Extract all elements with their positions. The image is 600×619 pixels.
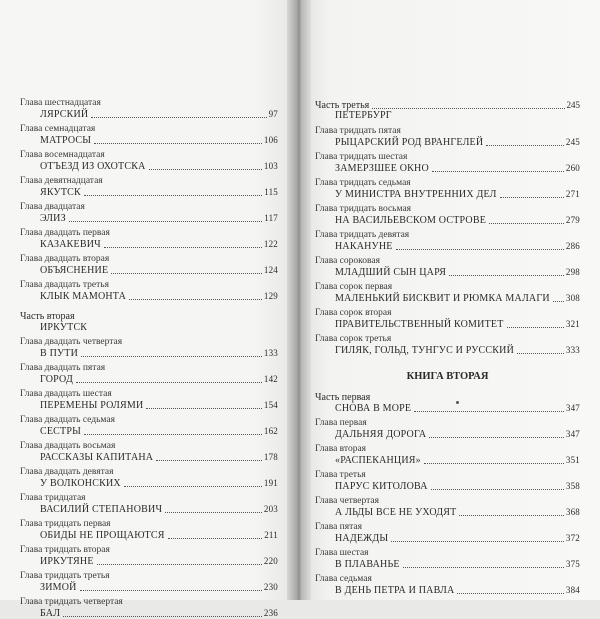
- toc-entry-title: [20, 582, 278, 593]
- entry-title-text: ЛЯРСКИЙ: [40, 109, 89, 120]
- page-number: 375: [565, 559, 580, 569]
- page-number: 236: [263, 608, 278, 618]
- dot-leader: [449, 275, 564, 276]
- chapter-heading: Глава тридцать седьмая: [315, 178, 411, 188]
- chapter-heading: Глава тридцать вторая: [20, 545, 110, 555]
- toc-entry-title: [315, 533, 580, 544]
- chapter-heading: Глава двадцать четвертая: [20, 337, 123, 347]
- entry-title-text: ГОРОД: [40, 374, 73, 385]
- dot-leader: [129, 299, 262, 300]
- entry-title-text: ЗАМЕРЗШЕЕ ОКНО: [335, 163, 429, 174]
- chapter-heading: Глава сорок первая: [315, 282, 393, 292]
- chapter-heading: Глава сорок вторая: [315, 308, 392, 318]
- page-number: 321: [565, 319, 580, 329]
- toc-entry-title: [315, 429, 580, 440]
- entry-title-text: ИРКУТЯНЕ: [40, 556, 94, 567]
- chapter-heading: Глава седьмая: [315, 574, 372, 584]
- toc-entry-title: [315, 481, 580, 492]
- dot-leader: [94, 143, 262, 144]
- entry-title-text: НА ВАСИЛЬЕВСКОМ ОСТРОВЕ: [335, 215, 487, 226]
- toc-entry-title: [315, 345, 580, 356]
- dot-leader: [432, 171, 564, 172]
- page-number: 106: [263, 135, 278, 145]
- entry-title-text: В ДЕНЬ ПЕТРА И ПАВЛА: [335, 585, 455, 596]
- dot-leader: [91, 117, 266, 118]
- page-number: 384: [565, 585, 580, 595]
- entry-title-text: РАССКАЗЫ КАПИТАНА: [40, 452, 154, 463]
- page-number: 154: [263, 400, 278, 410]
- entry-title-text: КАЗАКЕВИЧ: [40, 239, 101, 250]
- entry-title-text: ЗИМОЙ: [40, 582, 77, 593]
- toc-entry-title: [20, 556, 278, 567]
- page-number: 333: [565, 345, 580, 355]
- entry-title-text: ГИЛЯК, ГОЛЬД, ТУНГУС И РУССКИЙ: [335, 345, 515, 356]
- page-number: 347: [565, 403, 580, 413]
- toc-entry-title: [20, 608, 278, 619]
- dot-leader: [429, 437, 564, 438]
- toc-entry-title: [20, 291, 278, 302]
- book-heading: КНИГА ВТОРАЯ: [406, 371, 489, 382]
- page-number: 358: [565, 481, 580, 491]
- entry-title-text: В ПУТИ: [40, 348, 79, 359]
- toc-entry-title: [20, 530, 278, 541]
- chapter-heading: Глава семнадцатая: [20, 124, 96, 134]
- dot-leader: [111, 273, 262, 274]
- dot-leader: [489, 223, 564, 224]
- book-gutter: [287, 0, 311, 600]
- entry-title-text: ЯКУТСК: [40, 187, 81, 198]
- entry-title-text: ПРАВИТЕЛЬСТВЕННЫЙ КОМИТЕТ: [335, 319, 504, 330]
- chapter-heading: Глава двадцать третья: [20, 280, 109, 290]
- chapter-heading: Глава тридцать первая: [20, 519, 111, 529]
- dot-leader: [84, 195, 262, 196]
- dot-leader: [372, 100, 564, 109]
- chapter-heading: Глава тридцать третья: [20, 571, 110, 581]
- page-number: 124: [263, 265, 278, 275]
- chapter-heading: Глава шестнадцатая: [20, 98, 101, 108]
- toc-entry-title: [20, 213, 278, 224]
- entry-title-text: НАКАНУНЕ: [335, 241, 393, 252]
- chapter-heading: Глава двадцатая: [20, 202, 85, 212]
- dot-leader: [80, 590, 262, 591]
- entry-title-text: ПЕРЕМЕНЫ РОЛЯМИ: [40, 400, 144, 411]
- toc-entry-title: [315, 319, 580, 330]
- page-number: 260: [565, 163, 580, 173]
- entry-title-text: ПЕТЕРБУРГ: [335, 110, 392, 121]
- chapter-heading: Глава тридцать шестая: [315, 152, 408, 162]
- toc-entry-title: [315, 137, 580, 148]
- chapter-heading: Глава тридцать четвертая: [20, 597, 123, 607]
- page-number: 211: [264, 530, 278, 540]
- chapter-heading: Глава тридцать восьмая: [315, 204, 412, 214]
- toc-entry-title: [315, 267, 580, 278]
- chapter-heading: Глава восемнадцатая: [20, 150, 105, 160]
- toc-entry-title: [20, 109, 278, 120]
- dot-leader: [69, 221, 262, 222]
- chapter-heading: Глава двадцать шестая: [20, 389, 112, 399]
- entry-title-text: БАЛ: [40, 608, 61, 619]
- page-number: 351: [565, 455, 580, 465]
- page-number: 286: [565, 241, 580, 251]
- toc-entry-title: [20, 239, 278, 250]
- entry-title-text: ЭЛИЗ: [40, 213, 66, 224]
- dot-leader: [457, 593, 563, 594]
- toc-entry-title: [20, 161, 278, 172]
- dot-leader: [81, 356, 262, 357]
- toc-entry-title: [20, 348, 278, 359]
- toc-entry-title: [315, 559, 580, 570]
- toc-entry-title: [20, 504, 278, 515]
- dot-leader: [396, 249, 564, 250]
- toc-entry-title: [20, 135, 278, 146]
- page-number: 245: [566, 100, 580, 110]
- toc-entry-title: [315, 585, 580, 596]
- page-number: 122: [263, 239, 278, 249]
- entry-title-text: А ЛЬДЫ ВСЕ НЕ УХОДЯТ: [335, 507, 457, 518]
- page-number: 142: [263, 374, 278, 384]
- toc-entry-title: [315, 163, 580, 174]
- toc-entry-title: [315, 455, 580, 466]
- entry-title-text: СНОВА В МОРЕ: [335, 403, 412, 414]
- toc-entry-title: [315, 403, 580, 414]
- dot-leader: [517, 353, 564, 354]
- chapter-heading: Глава тридцать девятая: [315, 230, 410, 240]
- chapter-heading: Глава вторая: [315, 444, 367, 454]
- page-number: 271: [565, 189, 580, 199]
- toc-entry-title: [20, 265, 278, 276]
- dot-leader: [165, 512, 262, 513]
- entry-title-text: ПАРУС КИТОЛОВА: [335, 481, 428, 492]
- dot-leader: [391, 541, 564, 542]
- entry-title-text: МЛАДШИЙ СЫН ЦАРЯ: [335, 267, 447, 278]
- chapter-heading: Глава двадцать девятая: [20, 467, 114, 477]
- entry-title-text: ВАСИЛИЙ СТЕПАНОВИЧ: [40, 504, 163, 515]
- chapter-heading: Глава тридцатая: [20, 493, 86, 503]
- chapter-heading: Глава третья: [315, 470, 366, 480]
- page-number: 97: [268, 109, 278, 119]
- entry-title-text: ОБЪЯСНЕНИЕ: [40, 265, 109, 276]
- part-heading: Часть вторая: [20, 311, 75, 322]
- page-number: 133: [263, 348, 278, 358]
- dot-leader: [403, 567, 564, 568]
- dot-leader: [424, 463, 564, 464]
- dot-leader: [486, 145, 564, 146]
- page-number: 162: [263, 426, 278, 436]
- chapter-heading: Глава сороковая: [315, 256, 380, 266]
- page-number: 178: [263, 452, 278, 462]
- dot-leader: [500, 197, 564, 198]
- dot-leader: [431, 489, 564, 490]
- entry-title-text: КЛЫК МАМОНТА: [40, 291, 127, 302]
- page-number: 308: [565, 293, 580, 303]
- entry-title-text: ДАЛЬНЯЯ ДОРОГА: [335, 429, 427, 440]
- toc-entry-title: [315, 215, 580, 226]
- entry-title-text: ОБИДЫ НЕ ПРОЩАЮТСЯ: [40, 530, 165, 541]
- toc-entry-title: [315, 189, 580, 200]
- page-number: 372: [565, 533, 580, 543]
- dot-leader: [168, 538, 263, 539]
- chapter-heading: Глава двадцать первая: [20, 228, 110, 238]
- entry-title-text: В ПЛАВАНЬЕ: [335, 559, 400, 570]
- page-number: 115: [264, 187, 278, 197]
- dot-leader: [459, 515, 563, 516]
- dot-leader: [76, 382, 262, 383]
- chapter-heading: Глава тридцать пятая: [315, 126, 401, 136]
- toc-entry-title: [20, 452, 278, 463]
- chapter-heading: Глава двадцать восьмая: [20, 441, 116, 451]
- toc-entry-title: [315, 507, 580, 518]
- dot-leader: [63, 616, 262, 617]
- entry-title-text: НАДЕЖДЫ: [335, 533, 389, 544]
- entry-title-text: ОТЪЕЗД ИЗ ОХОТСКА: [40, 161, 146, 172]
- page-number: 191: [263, 478, 278, 488]
- toc-entry-title: [20, 322, 278, 333]
- page-number: 117: [264, 213, 278, 223]
- page-number: 279: [565, 215, 580, 225]
- entry-title-text: «РАСПЕКАНЦИЯ»: [335, 455, 421, 466]
- dot-leader: [414, 411, 564, 412]
- dot-leader: [553, 301, 564, 302]
- toc-entry-title: [20, 400, 278, 411]
- part-heading: Часть первая: [315, 392, 371, 403]
- page-number: 203: [263, 504, 278, 514]
- dot-leader: [124, 486, 262, 487]
- dot-leader: [84, 434, 262, 435]
- page-number: 220: [263, 556, 278, 566]
- chapter-heading: Глава сорок третья: [315, 334, 392, 344]
- toc-entry-title: [20, 426, 278, 437]
- toc-entry-title: [20, 374, 278, 385]
- dot-leader: [104, 247, 262, 248]
- chapter-heading: Глава девятнадцатая: [20, 176, 103, 186]
- toc-entry-title: [315, 241, 580, 252]
- chapter-heading: Глава двадцать седьмая: [20, 415, 115, 425]
- toc-entry-title: [20, 478, 278, 489]
- page-number: 103: [263, 161, 278, 171]
- page-number: 129: [263, 291, 278, 301]
- entry-title-text: У МИНИСТРА ВНУТРЕННИХ ДЕЛ: [335, 189, 497, 200]
- entry-title-text: СЕСТРЫ: [40, 426, 82, 437]
- dot-leader: [146, 408, 261, 409]
- chapter-heading: Глава шестая: [315, 548, 369, 558]
- chapter-heading: Глава пятая: [315, 522, 362, 532]
- page-number: 245: [565, 137, 580, 147]
- entry-title-text: РЫЦАРСКИЙ РОД ВРАНГЕЛЕЙ: [335, 137, 484, 148]
- entry-title-text: МАТРОСЫ: [40, 135, 92, 146]
- toc-entry-title: [315, 110, 580, 121]
- entry-title-text: У ВОЛКОНСКИХ: [40, 478, 121, 489]
- ink-speck: [456, 401, 459, 404]
- dot-leader: [97, 564, 262, 565]
- page-number: 347: [565, 429, 580, 439]
- part-heading-text: Часть третья: [315, 100, 370, 111]
- page-number: 230: [263, 582, 278, 592]
- toc-entry-title: [315, 293, 580, 304]
- page-number: 298: [565, 267, 580, 277]
- entry-title-text: МАЛЕНЬКИЙ БИСКВИТ И РЮМКА МАЛАГИ: [335, 293, 550, 304]
- chapter-heading: Глава двадцать пятая: [20, 363, 106, 373]
- dot-leader: [156, 460, 262, 461]
- entry-title-text: ИРКУТСК: [40, 322, 88, 333]
- chapter-heading: Глава первая: [315, 418, 367, 428]
- toc-entry-title: [20, 187, 278, 198]
- chapter-heading: Глава двадцать вторая: [20, 254, 110, 264]
- dot-leader: [507, 327, 564, 328]
- page-number: 368: [565, 507, 580, 517]
- dot-leader: [149, 169, 262, 170]
- chapter-heading: Глава четвертая: [315, 496, 379, 506]
